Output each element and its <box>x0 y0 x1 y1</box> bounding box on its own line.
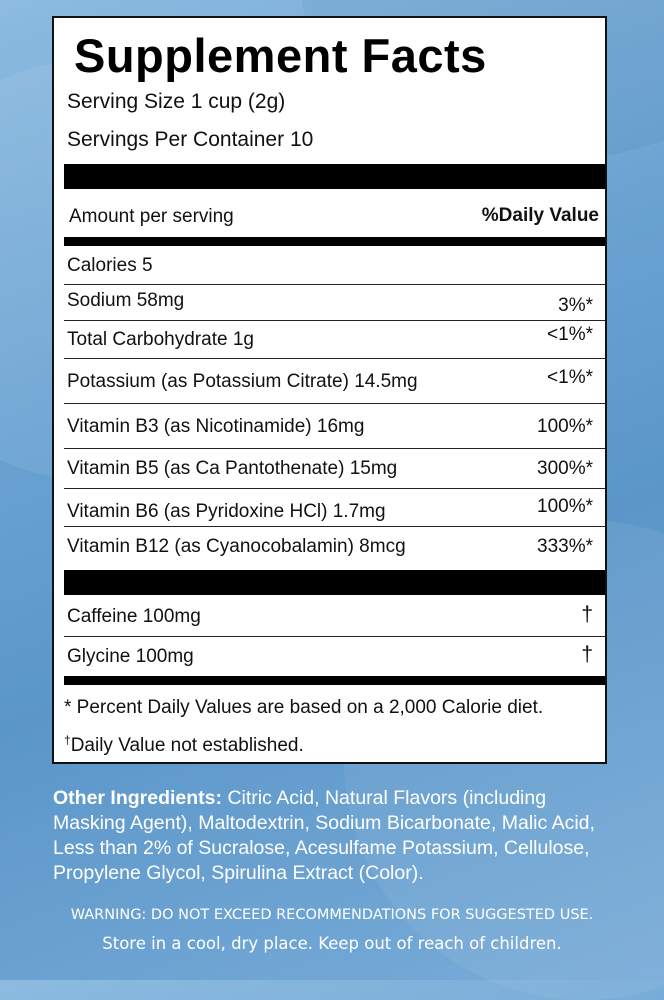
nutrient-dv: 3%* <box>558 295 593 316</box>
percent-daily-footnote: * Percent Daily Values are based on a 2,000 Calorie diet. <box>64 697 544 718</box>
dagger-mark: † <box>64 733 71 747</box>
nutrient-dv: 100%* <box>537 496 593 517</box>
supplement-facts-panel <box>52 16 607 764</box>
thick-divider <box>64 164 605 189</box>
row-divider <box>64 284 605 285</box>
row-divider <box>64 320 605 321</box>
nutrient-label: Potassium (as Potassium Citrate) 14.5mg <box>67 371 418 392</box>
storage-text: Store in a cool, dry place. Keep out of reach of children. <box>102 934 562 953</box>
dagger-footnote-text: Daily Value not established. <box>70 735 304 756</box>
nutrient-label: Total Carbohydrate 1g <box>67 329 254 350</box>
row-divider <box>64 488 605 489</box>
nutrient-dv: <1%* <box>547 324 593 345</box>
nutrient-label: Sodium 58mg <box>67 290 185 311</box>
other-nutrient-label: Caffeine 100mg <box>67 606 201 627</box>
other-nutrient-label: Glycine 100mg <box>67 646 194 667</box>
nutrient-dv: 100%* <box>537 416 593 437</box>
daily-value-header: %Daily Value <box>481 205 599 226</box>
nutrient-dv: 300%* <box>537 458 593 479</box>
warning-text: WARNING: DO NOT EXCEED RECOMMENDATIONS FOR SUGGESTED USE. <box>70 907 594 923</box>
nutrient-label: Calories 5 <box>67 255 153 276</box>
nutrient-label: Vitamin B3 (as Nicotinamide) 16mg <box>67 416 365 437</box>
dagger-footnote <box>64 733 304 757</box>
other-ingredients <box>53 786 613 886</box>
row-divider <box>64 358 605 359</box>
row-divider <box>64 448 605 449</box>
thick-divider <box>64 570 605 595</box>
nutrient-label: Vitamin B5 (as Ca Pantothenate) 15mg <box>67 458 398 479</box>
row-divider <box>64 636 605 637</box>
other-nutrient-dv: † <box>581 643 593 666</box>
nutrient-dv: <1%* <box>547 367 593 388</box>
row-divider <box>64 526 605 527</box>
servings-per-container: Servings Per Container 10 <box>67 128 314 151</box>
nutrient-label: Vitamin B12 (as Cyanocobalamin) 8mcg <box>67 536 406 557</box>
serving-size: Serving Size 1 cup (2g) <box>67 90 286 113</box>
panel-title: Supplement Facts <box>74 29 487 82</box>
nutrient-label: Vitamin B6 (as Pyridoxine HCl) 1.7mg <box>67 501 386 522</box>
nutrient-dv: 333%* <box>537 536 593 557</box>
other-nutrient-dv: † <box>581 603 593 626</box>
row-divider <box>64 403 605 404</box>
medium-divider <box>64 676 605 685</box>
other-ingredients-label: Other Ingredients: <box>53 787 223 809</box>
other-ingredients-text: Citric Acid, Natural Flavors (including Masking Agent), Maltodextrin, Sodium Bicarbonate, Malic Acid, Less than 2% of Sucralose, Acesulfame Potassium, Cellulose, Propylene Glycol, Spirulina Extract (Color). <box>53 787 595 884</box>
amount-per-serving-header: Amount per serving <box>69 206 234 227</box>
medium-divider <box>64 237 605 246</box>
